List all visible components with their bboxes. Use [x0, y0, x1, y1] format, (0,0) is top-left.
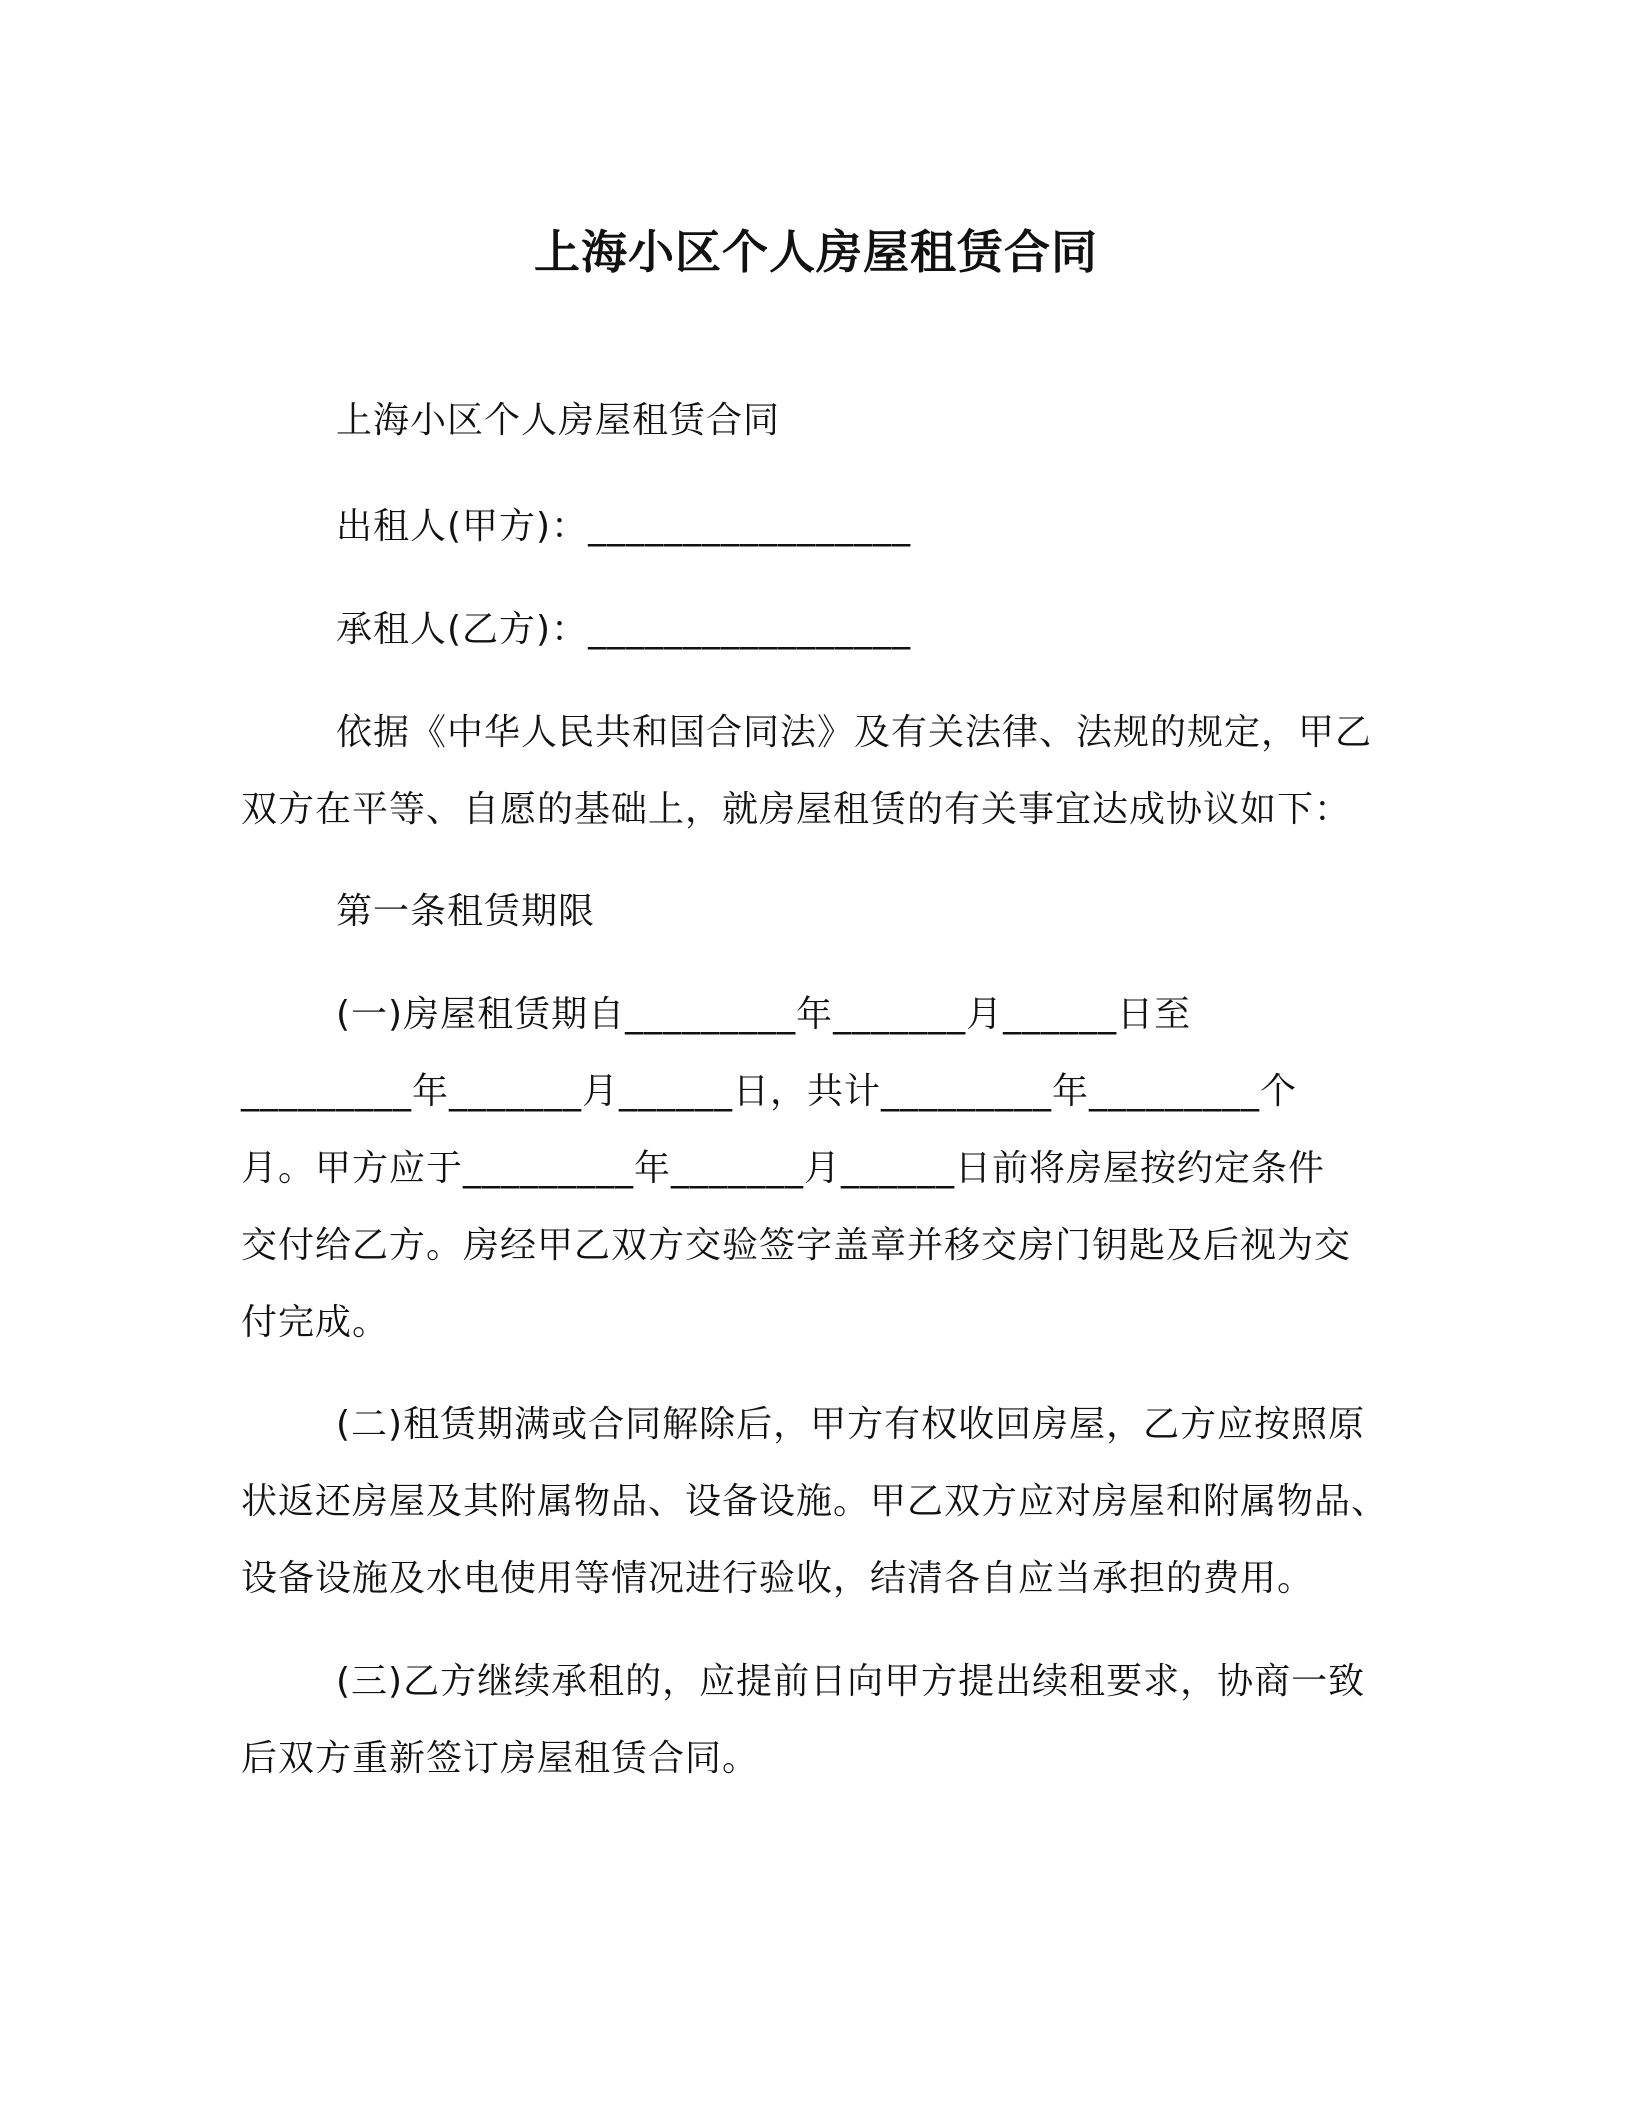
clause3-line: 后双方重新签订房屋租赁合同。 — [241, 1738, 760, 1779]
preamble-line: 双方在平等、自愿的基础上，就房屋租赁的有关事宜达成协议如下： — [241, 789, 1352, 830]
clause1-line: (一)房屋租赁期自_________年_______月______日至 — [336, 994, 1192, 1035]
article1-heading: 第一条租赁期限 — [336, 891, 596, 932]
clause2-line: 设备设施及水电使用等情况进行验收，结清各自应当承担的费用。 — [241, 1558, 1315, 1599]
clause2-line: (二)租赁期满或合同解除后，甲方有权收回房屋，乙方应按照原 — [336, 1404, 1366, 1445]
preamble-line: 依据《中华人民共和国合同法》及有关法律、法规的规定，甲乙 — [336, 712, 1373, 753]
document-subtitle: 上海小区个人房屋租赁合同 — [336, 400, 781, 441]
clause1-line: 交付给乙方。房经甲乙双方交验签字盖章并移交房门钥匙及后视为交 — [241, 1225, 1352, 1266]
lessee-line: 承租人(乙方)：_________________ — [336, 609, 912, 650]
clause2-line: 状返还房屋及其附属物品、设备设施。甲乙双方应对房屋和附属物品、 — [241, 1481, 1389, 1522]
document-title: 上海小区个人房屋租赁合同 — [534, 225, 1098, 279]
clause1-line: 付完成。 — [241, 1302, 390, 1343]
lessor-line: 出租人(甲方)：_________________ — [336, 506, 912, 547]
clause3-line: (三)乙方继续承租的，应提前日向甲方提出续租要求，协商一致 — [336, 1661, 1366, 1702]
clause1-line: 月。甲方应于_________年_______月______日前将房屋按约定条件 — [241, 1148, 1326, 1189]
clause1-line: _________年_______月______日，共计_________年_________个 — [241, 1071, 1298, 1112]
